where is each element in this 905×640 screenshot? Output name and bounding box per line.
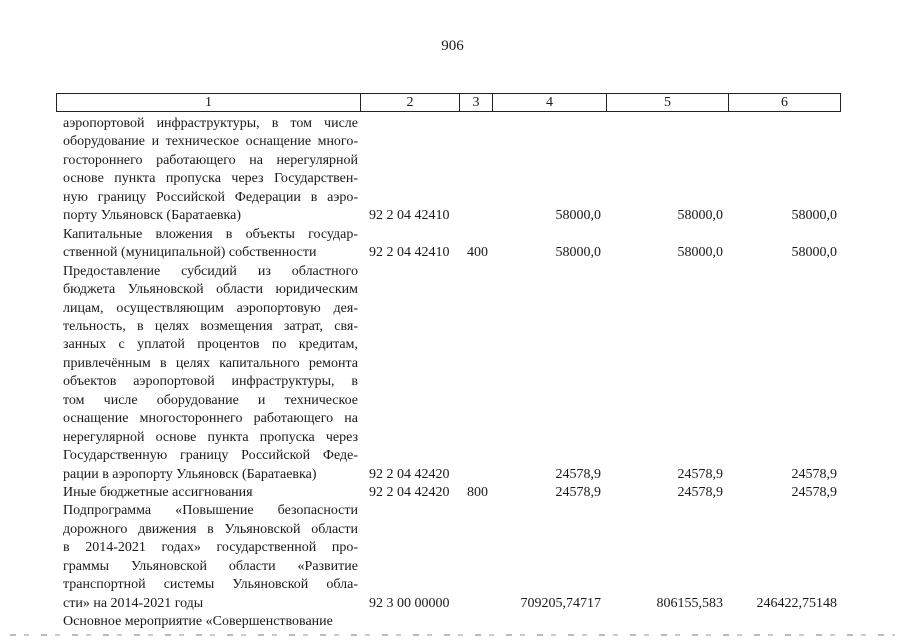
table-row bbox=[0, 152, 905, 170]
row-description: тельность, в целях возмещения затрат, свя- bbox=[63, 318, 358, 334]
row-description: бюджета Ульяновской области юридическим bbox=[63, 282, 358, 298]
table-row bbox=[0, 595, 905, 613]
table-row bbox=[0, 115, 905, 133]
table-row bbox=[0, 244, 905, 262]
row-value-2020: 24578,9 bbox=[677, 466, 723, 482]
row-description: ственной (муниципальной) собственности bbox=[63, 245, 317, 261]
row-description: Предоставление субсидий из областного bbox=[63, 263, 358, 279]
table-row bbox=[0, 318, 905, 336]
row-description: граммы Ульяновской области «Развитие bbox=[63, 558, 358, 574]
row-description: Иные бюджетные ассигнования bbox=[63, 485, 253, 500]
table-row bbox=[0, 410, 905, 428]
table-row bbox=[0, 355, 905, 373]
row-description: ную границу Российской Федерации в аэро- bbox=[63, 189, 358, 205]
row-description: Государственную границу Российской Феде- bbox=[63, 448, 358, 464]
table-row bbox=[0, 576, 905, 594]
row-description: объектов аэропортовой инфраструктуры, в bbox=[63, 374, 358, 390]
row-description: транспортной системы Ульяновской обла- bbox=[63, 577, 358, 593]
row-code: 92 2 04 42410 bbox=[369, 245, 450, 261]
row-value-2021: 58000,0 bbox=[791, 208, 837, 224]
row-description: нерегулярной основе пункта пропуска через bbox=[63, 429, 358, 445]
table-row bbox=[0, 133, 905, 151]
row-description: основе пункта пропуска через Государствен- bbox=[63, 171, 358, 187]
table-row bbox=[0, 189, 905, 207]
table-header bbox=[56, 93, 841, 112]
table-row bbox=[0, 613, 905, 631]
header-col-5: 5 bbox=[607, 94, 729, 111]
row-description: лицам, осуществляющим аэропортовую дея- bbox=[63, 300, 358, 316]
row-description: сти» на 2014-2021 годы bbox=[63, 595, 204, 611]
row-description: привлечённым в целях капитального ремонта bbox=[63, 355, 358, 371]
row-description: гостороннего работающего на нерегулярной bbox=[63, 152, 358, 168]
table-row bbox=[0, 466, 905, 484]
table-row bbox=[0, 226, 905, 244]
table-row bbox=[0, 207, 905, 225]
row-value-2020: 58000,0 bbox=[677, 208, 723, 224]
header-col-3: 3 bbox=[460, 94, 493, 111]
row-description: оборудование и техническое оснащение много- bbox=[63, 134, 358, 150]
table-row bbox=[0, 429, 905, 447]
row-value-2021: 58000,0 bbox=[791, 245, 837, 261]
row-description: дорожного движения в Ульяновской области bbox=[63, 521, 358, 537]
row-description: рации в аэропорту Ульяновск (Баратаевка) bbox=[63, 466, 317, 482]
header-col-2: 2 bbox=[361, 94, 460, 111]
row-description: аэропортовой инфраструктуры, в том числе bbox=[63, 116, 358, 131]
row-description: занных с уплатой процентов по кредитам, bbox=[63, 337, 358, 353]
row-description: в 2014-2021 годах» государственной про- bbox=[63, 540, 358, 556]
row-code: 92 2 04 42420 bbox=[369, 485, 450, 500]
row-description: Основное мероприятие «Совершенствование bbox=[63, 614, 333, 630]
row-value-2019: 709205,74717 bbox=[520, 595, 601, 611]
table-row bbox=[0, 392, 905, 410]
table-row bbox=[0, 502, 905, 520]
row-description: оснащение многостороннего работающего на bbox=[63, 411, 358, 427]
row-value-2021: 24578,9 bbox=[791, 485, 837, 500]
page-number: 906 bbox=[441, 38, 464, 54]
row-description: Подпрограмма «Повышение безопасности bbox=[63, 503, 358, 519]
row-value-2020: 58000,0 bbox=[677, 245, 723, 261]
row-description: Капитальные вложения в объекты государ- bbox=[63, 226, 358, 242]
table-row bbox=[0, 521, 905, 539]
table-row bbox=[0, 539, 905, 557]
row-code: 92 2 04 42420 bbox=[369, 466, 450, 482]
row-value-2019: 58000,0 bbox=[555, 208, 601, 224]
header-col-4: 4 bbox=[493, 94, 607, 111]
table-row bbox=[0, 263, 905, 281]
row-description: том числе оборудование и техническое bbox=[63, 392, 358, 408]
table-row bbox=[0, 447, 905, 465]
row-value-2019: 24578,9 bbox=[555, 466, 601, 482]
table-row bbox=[0, 170, 905, 188]
table-row bbox=[0, 336, 905, 354]
row-value-2021: 246422,75148 bbox=[756, 595, 837, 611]
row-expense-type: 800 bbox=[467, 485, 488, 500]
row-value-2021: 24578,9 bbox=[791, 466, 837, 482]
row-code: 92 2 04 42410 bbox=[369, 208, 450, 224]
row-code: 92 3 00 00000 bbox=[369, 595, 450, 611]
table-row bbox=[0, 484, 905, 502]
row-value-2020: 806155,583 bbox=[656, 595, 723, 611]
row-description: порту Ульяновск (Баратаевка) bbox=[63, 208, 241, 224]
row-value-2019: 24578,9 bbox=[555, 485, 601, 500]
row-expense-type: 400 bbox=[467, 245, 488, 261]
table-row bbox=[0, 558, 905, 576]
header-col-1: 1 bbox=[57, 94, 361, 111]
table-row bbox=[0, 281, 905, 299]
table-row bbox=[0, 300, 905, 318]
table-row bbox=[0, 373, 905, 391]
row-value-2019: 58000,0 bbox=[555, 245, 601, 261]
scan-edge-artifact bbox=[10, 634, 895, 636]
row-value-2020: 24578,9 bbox=[677, 485, 723, 500]
header-col-6: 6 bbox=[781, 95, 788, 110]
